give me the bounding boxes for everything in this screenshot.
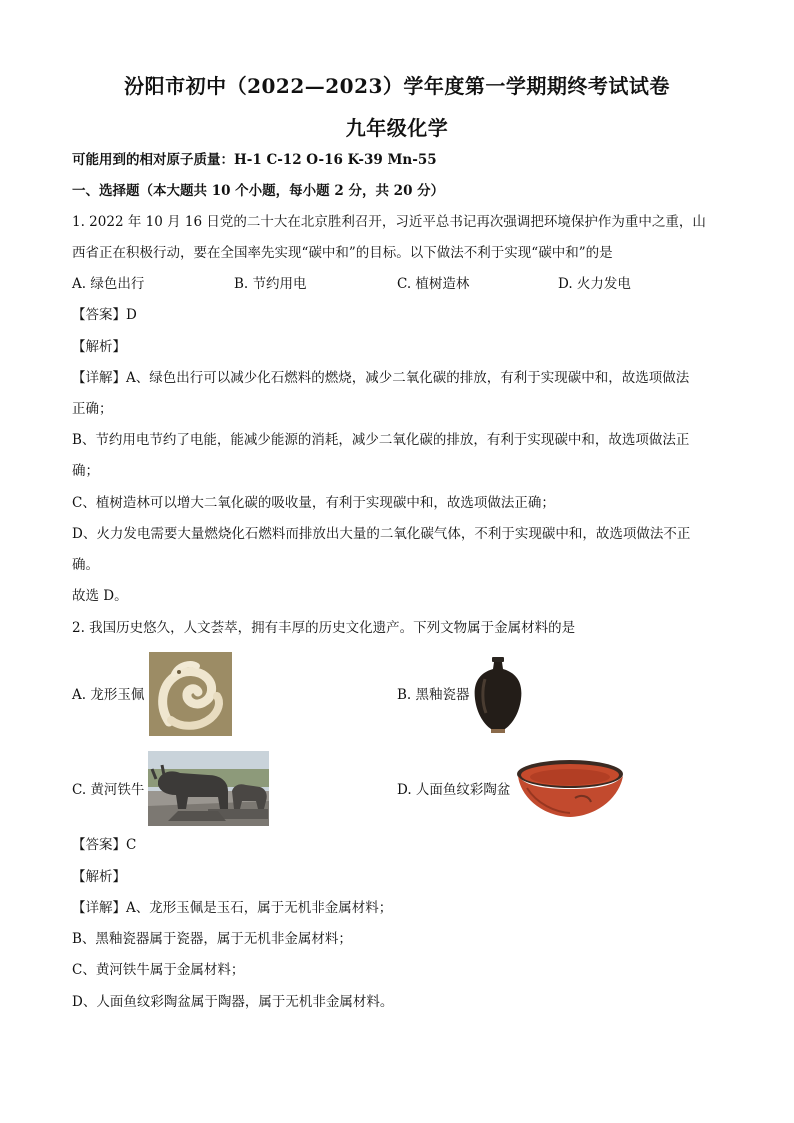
jade-pendant-image: [149, 652, 232, 736]
exam-subtitle: 九年级化学: [345, 116, 449, 140]
q1-analysis-label: 【解析】: [72, 339, 126, 355]
section-heading: 一、选择题（本大题共 10 个小题，每小题 2 分，共 20 分）: [72, 183, 445, 199]
black-glazed-vase-image: [471, 655, 525, 735]
q1-detail-line6: D、火力发电需要大量燃烧化石燃料而排放出大量的二氧化碳气体，不利于实现碳中和，故选项做法不正: [72, 526, 691, 542]
q2-detail-line4: D、人面鱼纹彩陶盆属于陶器，属于无机非金属材料。: [72, 994, 394, 1010]
q1-conclusion: 故选 D。: [72, 588, 128, 604]
q1-answer: 【答案】D: [72, 307, 137, 323]
q2-option-b: B. 黑釉瓷器: [397, 687, 470, 703]
iron-ox-image: [148, 751, 269, 826]
q1-option-d: D. 火力发电: [558, 276, 631, 292]
q2-option-c: C. 黄河铁牛: [72, 782, 145, 798]
q2-option-d: D. 人面鱼纹彩陶盆: [397, 782, 511, 798]
exam-title: 汾阳市初中（2022—2023）学年度第一学期期终考试试卷: [124, 74, 670, 98]
atomic-mass-note: 可能用到的相对原子质量：H-1 C-12 O-16 K-39 Mn-55: [72, 152, 437, 168]
q2-stem: 2. 我国历史悠久，人文荟萃，拥有丰厚的历史文化遗产。下列文物属于金属材料的是: [72, 620, 576, 636]
q1-detail-line2: 正确；: [72, 401, 113, 417]
q1-detail-line7: 确。: [72, 557, 99, 573]
q1-option-c: C. 植树造林: [397, 276, 470, 292]
q1-detail-line1: 【详解】A、绿色出行可以减少化石燃料的燃烧，减少二氧化碳的排放，有利于实现碳中和，故选项做法: [72, 370, 690, 386]
q1-detail-line3: B、节约用电节约了电能，能减少能源的消耗，减少二氧化碳的排放，有利于实现碳中和，故选项做法正: [72, 432, 690, 448]
q1-detail-line5: C、植树造林可以增大二氧化碳的吸收量，有利于实现碳中和，故选项做法正确；: [72, 495, 555, 511]
q2-answer: 【答案】C: [72, 837, 137, 853]
q1-stem-line2: 西省正在积极行动，要在全国率先实现“碳中和”的目标。以下做法不利于实现“碳中和”的是: [72, 245, 613, 261]
q2-detail-line3: C、黄河铁牛属于金属材料；: [72, 962, 245, 978]
q2-detail-line1: 【详解】A、龙形玉佩是玉石，属于无机非金属材料；: [72, 900, 393, 916]
painted-pottery-basin-image: [515, 758, 626, 821]
q1-detail-line4: 确；: [72, 463, 99, 479]
q1-option-a: A. 绿色出行: [72, 276, 145, 292]
q1-option-b: B. 节约用电: [234, 276, 307, 292]
q1-stem-line1: 1. 2022 年 10 月 16 日党的二十大在北京胜利召开，习近平总书记再次强调把环境保护作为重中之重，山: [72, 214, 706, 230]
q2-option-a: A. 龙形玉佩: [72, 687, 145, 703]
q2-analysis-label: 【解析】: [72, 869, 126, 885]
q2-detail-line2: B、黑釉瓷器属于瓷器，属于无机非金属材料；: [72, 931, 352, 947]
